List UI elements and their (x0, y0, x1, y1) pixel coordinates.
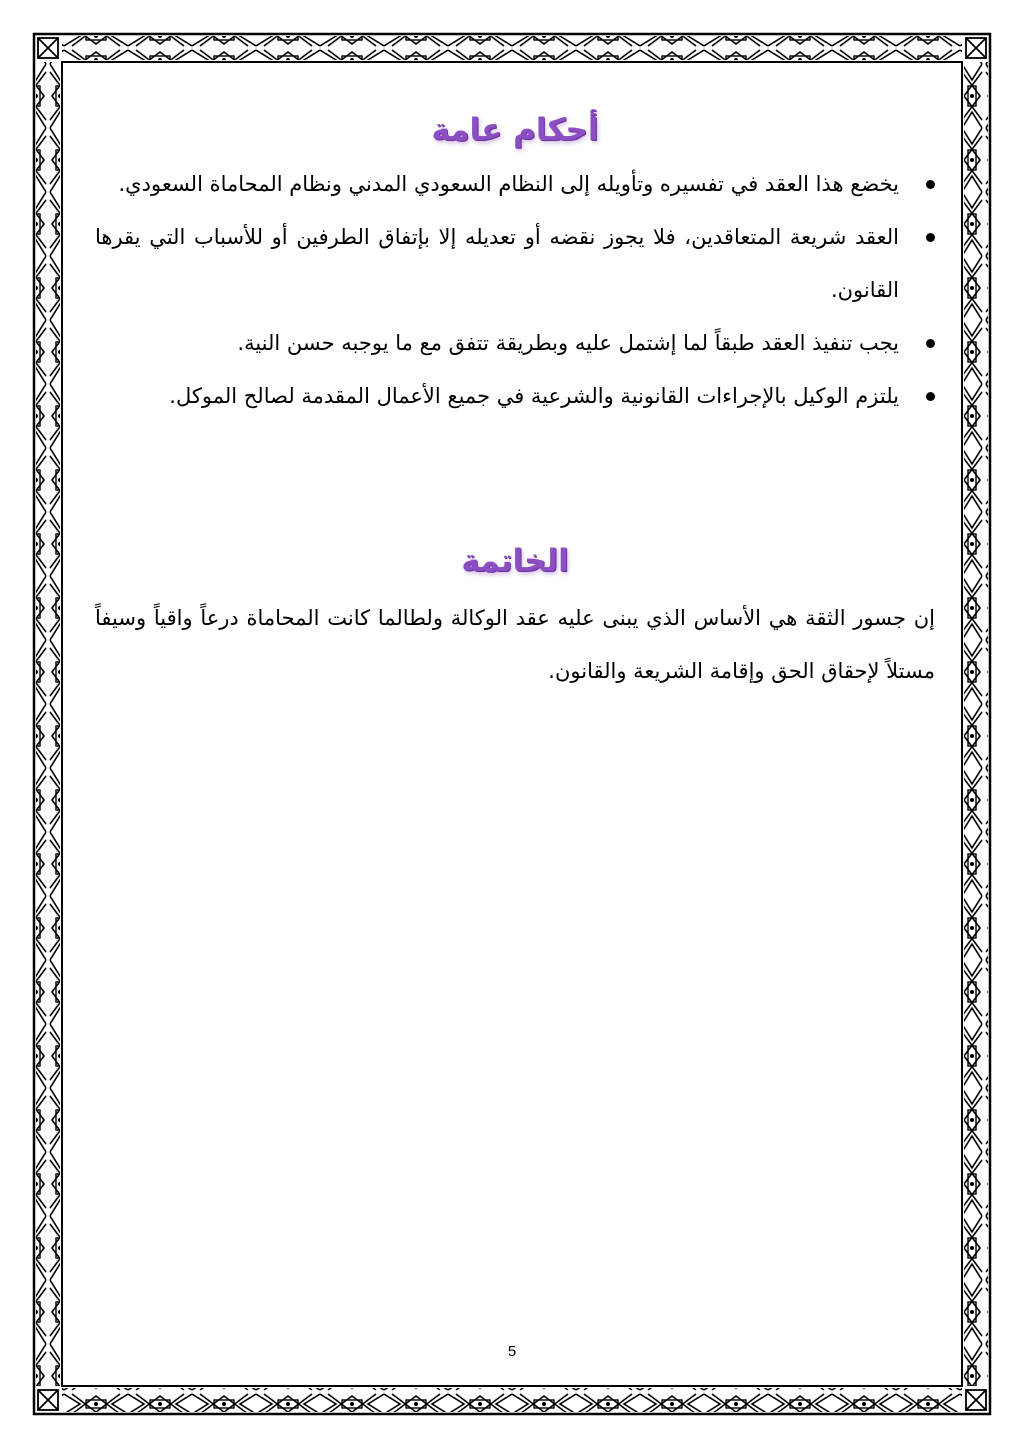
list-item (95, 211, 935, 317)
closing-heading: الخاتمة (461, 543, 569, 580)
general-provisions-list (95, 158, 935, 423)
list-item (95, 317, 935, 370)
list-item-text: يخضع هذا العقد في تفسيره وتأويله إلى النظام السعودي المدني ونظام المحاماة السعودي. (118, 172, 899, 197)
list-item (95, 370, 935, 423)
page-content (95, 100, 935, 719)
bullet-icon (926, 392, 935, 401)
list-item (95, 158, 935, 211)
closing-paragraph: إن جسور الثقة هي الأساس الذي يبنى عليه عقد الوكالة ولطالما كانت المحاماة درعاً واقياً وسيفاً مستلاً لإحقاق الحق وإقامة الشريعة والقانون. (95, 605, 935, 683)
list-item-text: العقد شريعة المتعاقدين، فلا يجوز نقضه أو تعديله إلا بإتفاق الطرفين أو للأسباب التي يقرها القانون. (95, 225, 899, 303)
bullet-icon (926, 233, 935, 242)
general-provisions-heading: أحكام عامة (431, 112, 599, 148)
bullet-icon (926, 339, 935, 348)
list-item-text: يجب تنفيذ العقد طبقاً لما إشتمل عليه وبطريقة تتفق مع ما يوجبه حسن النية. (237, 331, 899, 356)
bullet-icon (926, 180, 935, 189)
page-number: 5 (507, 1343, 517, 1360)
list-item-text: يلتزم الوكيل بالإجراءات القانونية والشرعية في جميع الأعمال المقدمة لصالح الموكل. (169, 384, 899, 409)
